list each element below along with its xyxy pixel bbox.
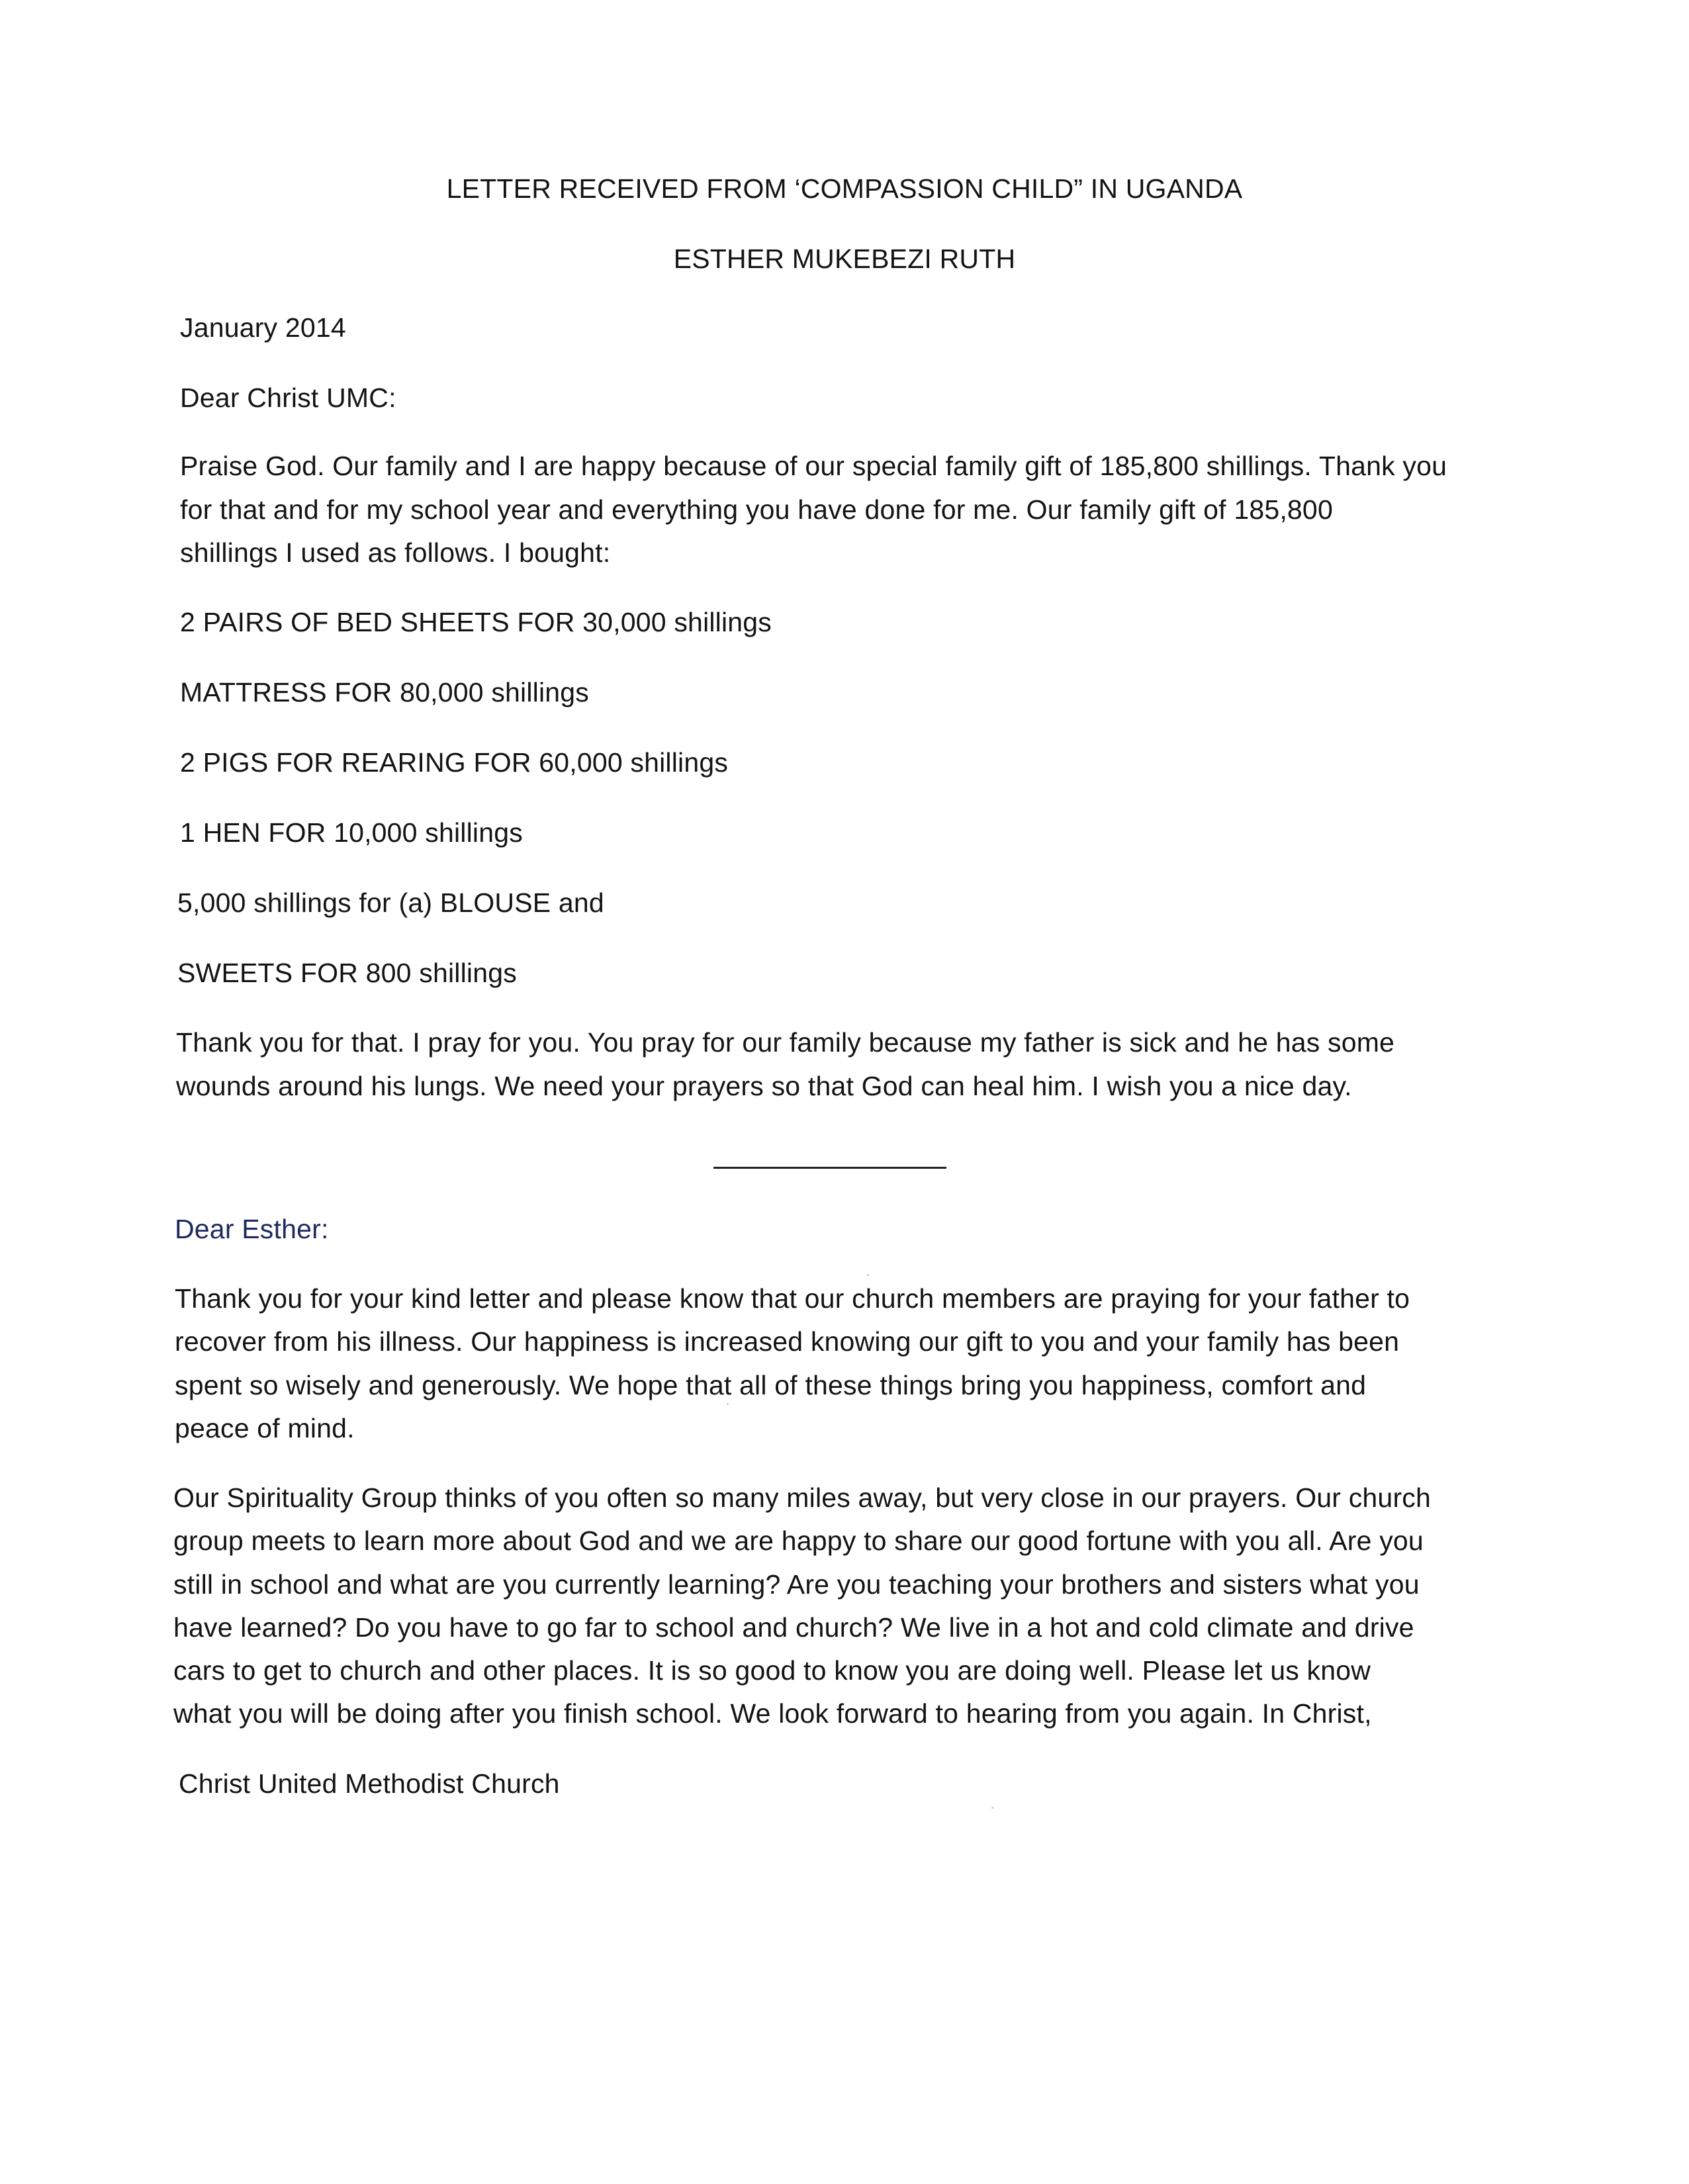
reply-paragraph-line: Thank you for your kind letter and please know that our church members are praying for your father to (175, 1283, 1410, 1314)
reply-paragraph-line: still in school and what are you currently learning? Are you teaching your brothers and sisters what you (173, 1569, 1420, 1600)
scan-speck (867, 1274, 869, 1276)
reply-paragraph-line: peace of mind. (175, 1413, 355, 1443)
reply-salutation: Dear Esther: (175, 1214, 329, 1244)
closing-line: wounds around his lungs. We need your prayers so that God can heal him. I wish you a nice day. (176, 1071, 1352, 1101)
child-salutation: Dear Christ UMC: (180, 383, 396, 413)
purchase-item: 2 PIGS FOR REARING FOR 60,000 shillings (180, 747, 729, 778)
child-name: ESTHER MUKEBEZI RUTH (673, 244, 1016, 274)
reply-paragraph-line: group meets to learn more about God and we are happy to share our good fortune with you all. Are you (173, 1525, 1424, 1556)
reply-paragraph-line: recover from his illness. Our happiness is increased knowing our gift to you and your family has been (175, 1326, 1400, 1357)
signature: Christ United Methodist Church (179, 1768, 560, 1799)
intro-line: Praise God. Our family and I are happy because of our special family gift of 185,800 shillings. Thank you (180, 451, 1447, 481)
reply-paragraph-line: spent so wisely and generously. We hope that all of these things bring you happiness, comfort and (175, 1370, 1367, 1400)
purchase-item: SWEETS FOR 800 shillings (177, 958, 517, 988)
purchase-item: 2 PAIRS OF BED SHEETS FOR 30,000 shillings (180, 607, 772, 637)
letter-date: January 2014 (180, 312, 346, 343)
reply-paragraph-line: have learned? Do you have to go far to school and church? We live in a hot and cold climate and drive (173, 1612, 1414, 1643)
letter-title: LETTER RECEIVED FROM ‘COMPASSION CHILD” IN UGANDA (446, 173, 1243, 204)
reply-paragraph-line: Our Spirituality Group thinks of you often so many miles away, but very close in our prayers. Our church (173, 1482, 1431, 1513)
section-divider (713, 1167, 946, 1169)
closing-line: Thank you for that. I pray for you. You pray for our family because my father is sick and he has some (176, 1027, 1395, 1058)
reply-paragraph-line: what you will be doing after you finish school. We look forward to hearing from you again. In Christ, (173, 1698, 1372, 1729)
purchase-item: 1 HEN FOR 10,000 shillings (180, 817, 523, 848)
purchase-item: 5,000 shillings for (a) BLOUSE and (177, 887, 604, 918)
reply-paragraph-line: cars to get to church and other places. It is so good to know you are doing well. Please let us know (173, 1655, 1371, 1686)
purchase-item: MATTRESS FOR 80,000 shillings (180, 677, 589, 707)
intro-line: shillings I used as follows. I bought: (180, 537, 611, 568)
scan-speck (991, 1807, 993, 1809)
intro-line: for that and for my school year and everything you have done for me. Our family gift of 185,800 (180, 494, 1333, 525)
scan-speck (727, 1403, 729, 1405)
